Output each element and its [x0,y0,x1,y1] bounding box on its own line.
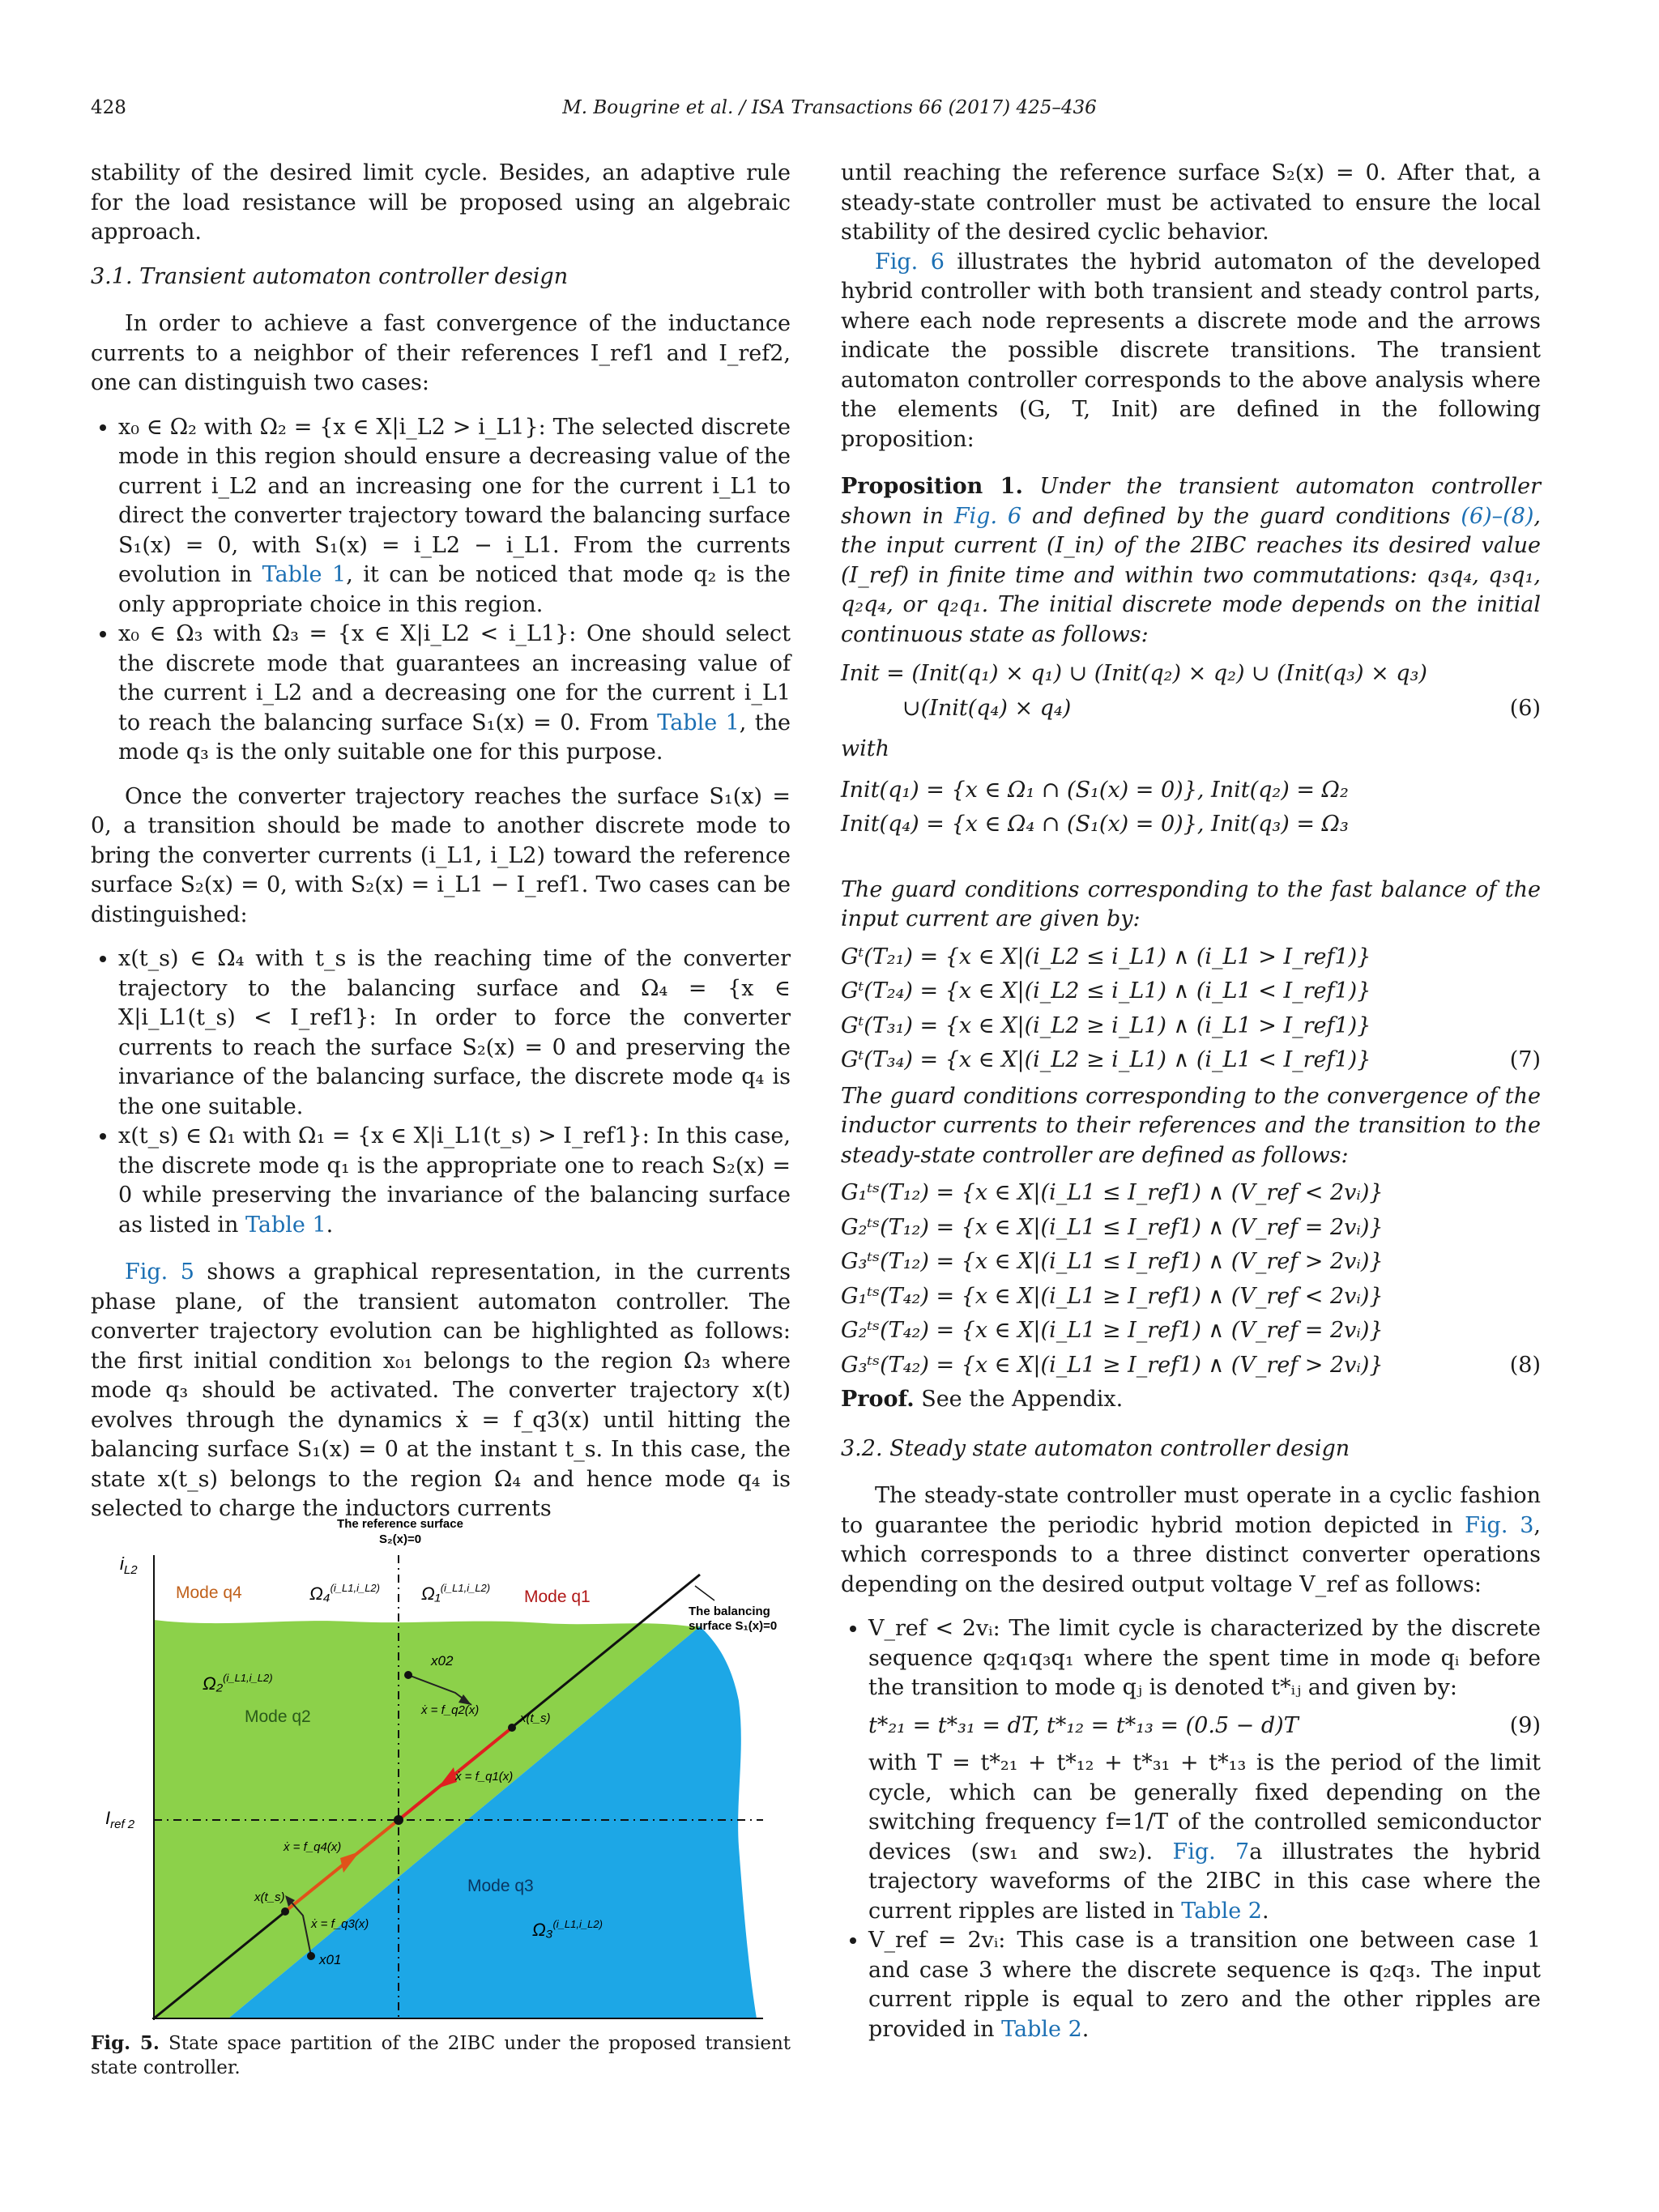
right-column [841,159,1541,2059]
xts-lower-label: x(t_s) [254,1890,285,1904]
equation: Init(q₁) = {x ∈ Ω₁ ∩ (S₁(x) = 0)}, Init(q₂) = Ω₂ [841,777,1349,803]
equation: G₂ᵗˢ(T₁₂) = {x ∈ X|(i_L1 ≤ I_ref1) ∧ (V_ref = 2vᵢ)} [841,1214,1384,1240]
equation: Gᵗ(T₂₄) = {x ∈ X|(i_L2 ≤ i_L1) ∧ (i_L1 < I_ref1)} [841,978,1371,1004]
paragraph: until reaching the reference surface S₂(x) = 0. After that, a steady-state controller must be activated to ensure the local stability of the desired cyclic behavior. [841,160,1541,245]
omega2-label: Ω₂$^{(i\_L1,i\_L2)}$ [203,1672,273,1694]
paragraph: The steady-state controller must operate in a cyclic fashion to guarantee the periodic hybrid motion depicted in Fig. 3, which corresponds to a three distinct converter operations depending on the desired output voltage V_ref as follows: [841,1483,1542,1597]
section-title: 3.1. Transient automaton controller design [91,263,569,289]
proof: Proof. See the Appendix. [841,1387,1124,1412]
f-q4-label: ẋ = f_q4(x) [284,1840,342,1854]
paragraph: Fig. 5 shows a graphical representation, in the currents phase plane, of the transient automaton controller. The converter trajectory evolution can be highlighted as follows: the first initial condition x₀₁ belongs to the region Ω₃ where mode q₃ should be activated. The converter trajectory x(t) evolves through the dynamics ẋ = f_q3(x) until hitting the balancing surface S₁(x) = 0 at the instant t_s. In this case, the state x(t_s) belongs to the region Ω₄ and hence mode q₄ is selected to charge the inductors currents [91,1259,791,1521]
equation-block-8 [841,1178,1541,1380]
equation: ∪(Init(q₄) × q₄) (6) [902,695,1541,721]
list-item: • V_ref = 2vᵢ: This case is a transition one between case 1 and case 3 where the discrete sequence is q₂q₃. The input current ripple is equal to zero and the other ripples are provided in Table 2. [868,1926,1541,2044]
figure-caption: Fig. 5. State space partition of the 2IBC under the proposed transient state controller. [91,2032,791,2078]
x02-label: x02 [431,1653,454,1669]
equation: t*₂₁ = t*₃₁ = dT, t*₁₂ = t*₁₃ = (0.5 − d)T (9) [868,1712,1541,1738]
list-item: • x₀ ∈ Ω₃ with Ω₃ = {x ∈ X|i_L2 < i_L1}: One should select the discrete mode that guarantees an increasing value of the current i_L2 and a decreasing one for the current i_L1 to reach the balancing surface S₁(x) = 0. From Table 1, the mode q₃ is the only suitable one for this purpose. [118,620,791,768]
f-q1-label: ẋ = f_q1(x) [455,1770,514,1784]
balancing-pointer [695,1586,714,1600]
equation: Gᵗ(T₂₁) = {x ∈ X|(i_L2 ≤ i_L1) ∧ (i_L1 > I_ref1)} [841,944,1371,970]
xts-lower-point [281,1907,289,1916]
x01-label: x01 [319,1952,342,1967]
balancing-label-2: surface S₁(x)=0 [689,1619,778,1633]
list-item: • V_ref < 2vᵢ: The limit cycle is characterized by the discrete sequence q₂q₁q₃q₁ where the spent time in mode qᵢ before the transition to mode qⱼ is denoted t*ᵢⱼ and given by: t*₂₁ = t*₃₁ = dT, t*₁₂ = t*₁₃ = (0.5 − d)T (9) with T = t*₂₁ + t*₁₂ + t*₃₁ + t*₁₃ is the period of the limit cycle, which can be generally fixed depending on the switching frequency f=1/T of the controlled semiconductor devices (sw₁ and sw₂). Fig. 7a illustrates the hybrid trajectory waveforms of the 2IBC in this case where the current ripples are listed in Table 2. [868,1614,1541,1926]
figure-link[interactable]: Fig. 7 [1172,1839,1250,1865]
left-column [91,159,791,1524]
paragraph: Fig. 6 illustrates the hybrid automaton of the developed hybrid controller with both transient and steady control parts, where each node represents a discrete mode and the arrows indicate the possible discrete transitions. The transient automaton controller corresponds to the above analysis where the elements (G, T, Init) are defined in the following proposition: [841,249,1542,452]
list-item: • x(t_s) ∈ Ω₁ with Ω₁ = {x ∈ X|i_L1(t_s) > I_ref1}: In this case, the discrete mode q₁ is the appropriate one to reach S₂(x) = 0 while preserving the invariance of the balancing surface as listed in Table 1. [118,1122,791,1240]
figure-link[interactable]: Fig. 6 [875,249,945,275]
ref-surface-eq: S₂(x)=0 [378,1532,422,1546]
x01-point [307,1952,315,1960]
equation: G₁ᵗˢ(T₁₂) = {x ∈ X|(i_L1 ≤ I_ref1) ∧ (V_ref < 2vᵢ)} [841,1180,1384,1205]
table-link[interactable]: Table 1 [657,710,740,735]
xts-upper-label: x(t_s) [520,1711,551,1725]
figure-5 [91,1507,804,2025]
bullet-list [841,1614,1541,2044]
balancing-label-1: The balancing [689,1605,770,1618]
proposition: Proposition 1. Under the transient automaton controller shown in Fig. 6 and defined by the guard conditions (6)–(8), the input current (I_in) of the 2IBC reaches its desired value (I_ref) in finite time and within two commutations: q₃q₄, q₃q₁, q₂q₄, or q₂q₁. The initial discrete mode depends on the initial continuous state as follows: [841,474,1542,647]
equation: Init = (Init(q₁) × q₁) ∪ (Init(q₂) × q₂) ∪ (Init(q₃) × q₃) [841,661,1427,686]
running-title: M. Bougrine et al. / ISA Transactions 66 (2017) 425–436 [562,97,1097,118]
f-q2-label: ẋ = f_q2(x) [421,1703,480,1717]
xts-upper-point [508,1724,516,1732]
paragraph: with [841,736,889,761]
paragraph: The guard conditions corresponding to the fast balance of the input current are given by: [841,876,1541,931]
ref-surface-title: The reference surface [337,1517,463,1531]
iref2-label: $I_{ref 2}$ [105,1808,135,1831]
equation-block-7 [841,943,1541,1076]
equation: Gᵗ(T₃₄) = {x ∈ X|(i_L2 ≥ i_L1) ∧ (i_L1 < I_ref1)} (7) [841,1047,1541,1072]
list-item: • x(t_s) ∈ Ω₄ with t_s is the reaching time of the converter trajectory to the balancing surface and Ω₄ = {x ∈ X|i_L1(t_s) < I_ref1}: In order to force the converter currents to reach the surface S₂(x) = 0 and preserving the invariance of the balancing surface, the discrete mode q₄ is the one suitable. [118,944,791,1122]
list-item: • x₀ ∈ Ω₂ with Ω₂ = {x ∈ X|i_L2 > i_L1}: The selected discrete mode in this region should ensure a decreasing value of the current i_L2 and an increasing one for the current i_L1 to direct the converter trajectory toward the balancing surface S₁(x) = 0, with S₁(x) = i_L2 − i_L1. From the currents evolution in Table 1, it can be noticed that mode q₂ is the only appropriate choice in this region. [118,413,791,620]
x02-point [404,1671,412,1679]
mode-q3-label: Mode q3 [467,1877,534,1895]
equation: G₂ᵗˢ(T₄₂) = {x ∈ X|(i_L1 ≥ I_ref1) ∧ (V_ref = 2vᵢ)} [841,1318,1384,1343]
f-q3-label: ẋ = f_q3(x) [311,1917,369,1931]
paragraph: Once the converter trajectory reaches the surface S₁(x) = 0, a transition should be made to another discrete mode to bring the converter currents (i_L1, i_L2) toward the reference surface S₂(x) = 0, with S₂(x) = i_L1 − I_ref1. Two cases can be distinguished: [91,783,791,927]
mode-q2-label: Mode q2 [245,1707,311,1726]
omega1-label: Ω₁$^{(i\_L1,i\_L2)}$ [421,1582,491,1604]
paragraph: In order to achieve a fast convergence of the inductance currents to a neighbor of their references I_ref1 and I_ref2, one can distinguish two cases: [91,311,791,395]
omega4-label: Ω₄$^{(i\_L1,i\_L2)}$ [309,1582,380,1604]
page-number: 428 [91,97,126,118]
table-link[interactable]: Table 1 [245,1212,326,1238]
table-link[interactable]: Table 2 [1001,2016,1082,2042]
equation: Gᵗ(T₃₁) = {x ∈ X|(i_L2 ≥ i_L1) ∧ (i_L1 > I_ref1)} [841,1012,1371,1038]
equilibrium-point [394,1815,403,1825]
figure-link[interactable]: Fig. 5 [125,1259,194,1285]
mode-q1-label: Mode q1 [524,1588,591,1606]
section-title: 3.2. Steady state automaton controller design [841,1435,1350,1461]
equation: Init(q₄) = {x ∈ Ω₄ ∩ (S₁(x) = 0)}, Init(q₃) = Ω₃ [841,812,1349,837]
paragraph: stability of the desired limit cycle. Besides, an adaptive rule for the load resistance will be proposed using an algebraic approach. [91,160,791,245]
table-link[interactable]: Table 1 [262,562,347,587]
bullet-list [91,944,791,1240]
mode-q4-label: Mode q4 [176,1583,242,1602]
equation: G₃ᵗˢ(T₄₂) = {x ∈ X|(i_L1 ≥ I_ref1) ∧ (V_ref > 2vᵢ)} (8) [841,1352,1541,1378]
equation: G₃ᵗˢ(T₁₂) = {x ∈ X|(i_L1 ≤ I_ref1) ∧ (V_ref > 2vᵢ)} [841,1249,1384,1274]
figure-link[interactable]: Fig. 3 [1465,1512,1534,1538]
table-link[interactable]: Table 2 [1181,1898,1262,1924]
bullet-list [91,413,791,768]
equation: G₁ᵗˢ(T₄₂) = {x ∈ X|(i_L1 ≥ I_ref1) ∧ (V_ref < 2vᵢ)} [841,1283,1384,1309]
omega3-label: Ω₃$^{(i\_L1,i\_L2)}$ [532,1918,603,1940]
y-axis-label: $i_{L2}$ [120,1554,138,1577]
paragraph: The guard conditions corresponding to the convergence of the inductor currents to their references and the transition to the steady-state controller are defined as follows: [841,1083,1541,1168]
